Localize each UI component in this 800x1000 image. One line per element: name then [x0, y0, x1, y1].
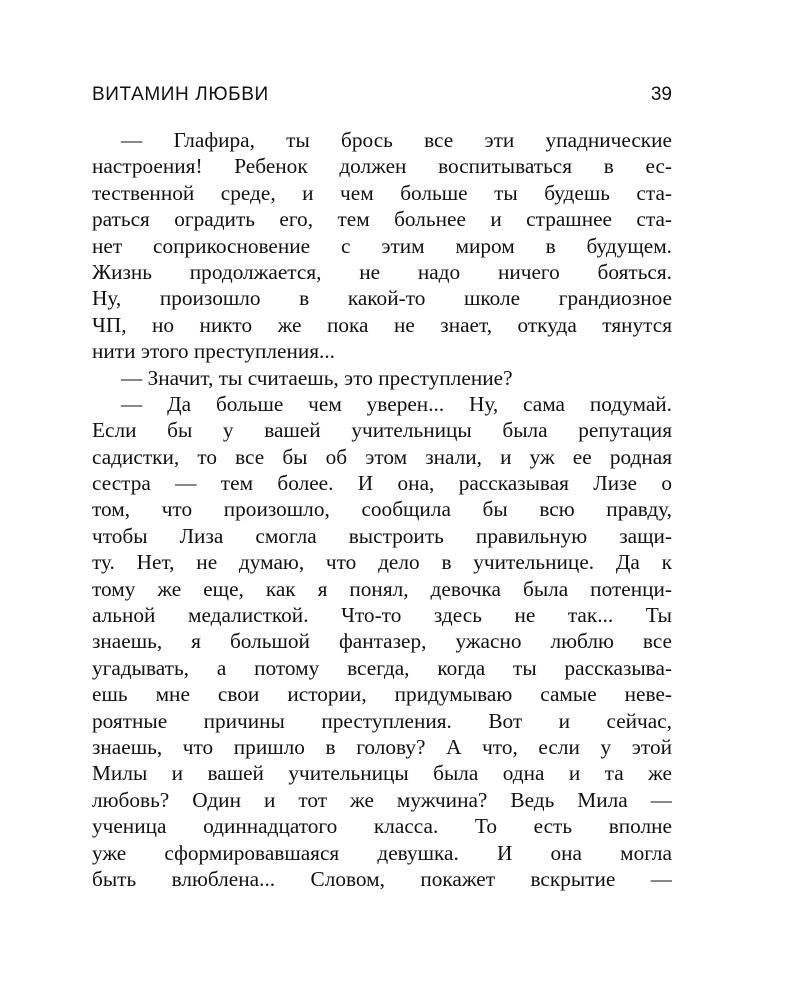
text-line: уже сформировавшаяся девушка. И она могла	[92, 840, 672, 865]
text-line: угадывать, а потому всегда, когда ты рассказыва-	[92, 655, 672, 680]
page-number: 39	[650, 84, 672, 105]
text-line: ешь мне свои истории, придумываю самые неве-	[92, 682, 672, 707]
text-line: сестра — тем более. И она, рассказывая Лизе о	[92, 471, 672, 496]
text-line: том, что произошло, сообщила бы всю правду,	[92, 497, 672, 522]
text-line: Жизнь продолжается, не надо ничего бояться.	[92, 259, 672, 284]
text-line: Милы и вашей учительницы была одна и та же	[92, 761, 672, 786]
text-line: раться оградить его, тем больнее и страшнее ста-	[92, 207, 672, 232]
text-line: любовь? Один и тот же мужчина? Ведь Мила —	[92, 787, 672, 812]
text-line: роятные причины преступления. Вот и сейчас,	[92, 708, 672, 733]
text-line: — Значит, ты считаешь, это преступление?	[121, 365, 513, 390]
text-line: — Глафира, ты брось все эти упаднические	[121, 128, 672, 152]
text-line: ту. Нет, не думаю, что дело в учительнице. Да к	[92, 550, 672, 575]
text-line: знаешь, я большой фантазер, ужасно люблю все	[92, 629, 672, 654]
text-line: настроения! Ребенок должен воспитываться в ес-	[92, 154, 672, 179]
text-line: Если бы у вашей учительницы была репутация	[92, 418, 672, 443]
text-line: тественной среде, и чем больше ты будешь ста-	[92, 180, 672, 205]
text-line: садистки, то все бы об этом знали, и уж ее родная	[92, 444, 672, 469]
text-line: ученица одиннадцатого класса. То есть вполне	[92, 814, 672, 839]
running-header	[92, 84, 672, 112]
book-title: ВИТАМИН ЛЮБВИ	[92, 84, 269, 105]
text-line: нити этого преступления...	[92, 339, 336, 364]
text-line: быть влюблена... Словом, покажет вскрытие —	[92, 866, 672, 891]
body-text	[92, 127, 672, 892]
text-line: ЧП, но никто же пока не знает, откуда тянутся	[92, 312, 672, 337]
text-line: чтобы Лиза смогла выстроить правильную защи-	[92, 523, 672, 548]
text-line: Ну, произошло в какой-то школе грандиозное	[92, 286, 672, 311]
text-line: знаешь, что пришло в голову? А что, если у этой	[92, 734, 672, 759]
text-line: нет соприкосновение с этим миром в будущем.	[92, 233, 672, 258]
text-line: альной медалисткой. Что-то здесь не так... Ты	[92, 603, 672, 628]
text-line: — Да больше чем уверен... Ну, сама подумай.	[121, 391, 672, 416]
text-line: тому же еще, как я понял, девочка была потенци-	[92, 576, 672, 601]
